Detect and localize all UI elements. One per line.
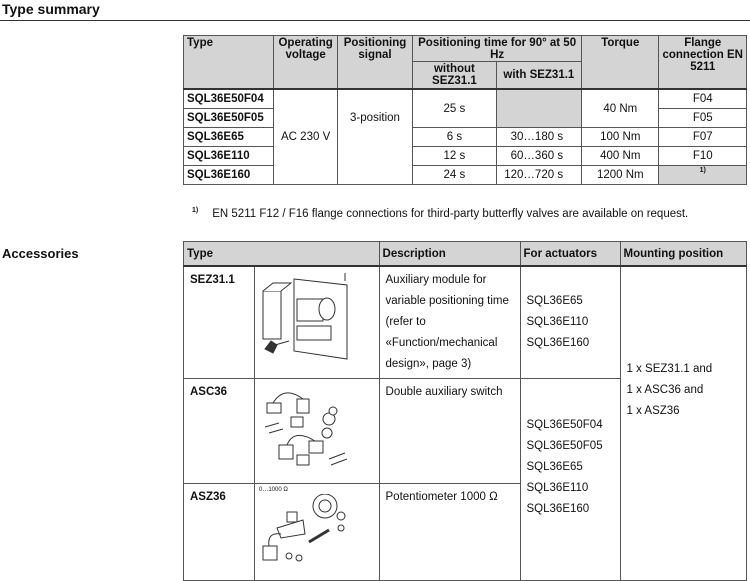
accessories-table xyxy=(183,241,747,581)
type-cell: SQL36E50F04 xyxy=(184,89,274,109)
with-cell: 120…720 s xyxy=(496,166,581,185)
torque-cell: 1200 Nm xyxy=(582,166,659,185)
image-label: 0…1000 Ω xyxy=(259,487,288,493)
footnote-text: EN 5211 F12 / F16 flange connections for third-party butterfly valves are available on request. xyxy=(212,207,689,220)
torque-cell: 400 Nm xyxy=(582,147,659,166)
voltage-cell: AC 230 V xyxy=(274,89,337,185)
flange-cell: F10 xyxy=(659,147,747,166)
aux-switch-icon xyxy=(259,383,355,471)
header-time: Positioning time for 90° at 50 Hz xyxy=(413,36,582,62)
type-cell: ASC36 xyxy=(184,379,255,484)
torque-cell: 100 Nm xyxy=(582,128,659,147)
table-row xyxy=(184,128,747,147)
mounting-cell xyxy=(620,266,746,581)
actuators-cell xyxy=(520,379,620,581)
footnote xyxy=(192,207,688,220)
header-flange: Flange connection EN 5211 xyxy=(659,36,747,90)
desc-line: design», page 3) xyxy=(385,358,472,370)
asc-image xyxy=(255,379,380,484)
potentiometer-icon xyxy=(259,494,355,570)
type-summary-table xyxy=(183,35,747,185)
mount-line: 1 x ASC36 and xyxy=(626,383,704,396)
table-row xyxy=(184,89,747,109)
actuator: SQL36E50F04 xyxy=(526,419,603,431)
actuators-cell xyxy=(520,266,620,379)
actuator: SQL36E50F05 xyxy=(526,440,603,452)
header-without: without SEZ31.1 xyxy=(413,62,496,90)
actuator: SQL36E110 xyxy=(526,482,589,494)
without-cell: 12 s xyxy=(413,147,496,166)
with-cell: 30…180 s xyxy=(496,128,581,147)
table-row xyxy=(184,147,747,166)
desc-line: (refer to xyxy=(385,316,426,328)
header-type: Type xyxy=(184,36,274,90)
flange-cell: F07 xyxy=(659,128,747,147)
desc-line: Auxiliary module for xyxy=(385,274,487,286)
flange-cell: F04 xyxy=(659,89,747,109)
without-cell: 25 s xyxy=(413,89,496,128)
header-torque: Torque xyxy=(582,36,659,90)
section-title: Type summary xyxy=(2,1,100,17)
with-cell: 60…360 s xyxy=(496,147,581,166)
without-cell: 24 s xyxy=(413,166,496,185)
mount-line: 1 x ASZ36 xyxy=(626,404,680,417)
header-signal: Positioning signal xyxy=(337,36,412,90)
sez-image xyxy=(255,266,380,379)
torque-cell: 40 Nm xyxy=(582,89,659,128)
signal-cell: 3-position xyxy=(337,89,412,185)
footnote-mark: 1) xyxy=(192,207,199,214)
type-cell: SQL36E110 xyxy=(184,147,274,166)
type-cell: SQL36E65 xyxy=(184,128,274,147)
description-cell: Double auxiliary switch xyxy=(379,379,520,484)
actuator: SQL36E110 xyxy=(526,316,589,328)
header-voltage: Operating voltage xyxy=(274,36,337,90)
mount-line: 1 x SEZ31.1 and xyxy=(626,362,713,375)
desc-line: variable positioning time xyxy=(385,295,509,307)
type-cell: SEZ31.1 xyxy=(184,266,255,379)
flange-footnote-cell: 1) xyxy=(659,166,747,185)
actuator: SQL36E65 xyxy=(526,295,583,307)
type-cell: SQL36E160 xyxy=(184,166,274,185)
flange-cell: F05 xyxy=(659,109,747,128)
sez-module-icon xyxy=(259,271,355,361)
without-cell: 6 s xyxy=(413,128,496,147)
actuator: SQL36E65 xyxy=(526,461,583,473)
description-cell xyxy=(379,266,520,379)
header-actuators: For actuators xyxy=(520,242,620,267)
table-row xyxy=(184,166,747,185)
actuator: SQL36E160 xyxy=(526,337,590,349)
type-cell: SQL36E50F05 xyxy=(184,109,274,128)
divider xyxy=(0,20,750,21)
actuator: SQL36E160 xyxy=(526,503,590,515)
asz-image xyxy=(255,484,380,581)
header-type: Type xyxy=(184,242,380,267)
table-row xyxy=(184,266,747,379)
header-with: with SEZ31.1 xyxy=(496,62,581,90)
description-cell: Potentiometer 1000 Ω xyxy=(379,484,520,581)
with-cell-empty xyxy=(496,89,581,128)
desc-line: «Function/mechanical xyxy=(385,337,498,349)
type-cell: ASZ36 xyxy=(184,484,255,581)
header-mounting: Mounting position xyxy=(620,242,746,267)
header-description: Description xyxy=(379,242,520,267)
accessories-heading: Accessories xyxy=(2,246,79,261)
